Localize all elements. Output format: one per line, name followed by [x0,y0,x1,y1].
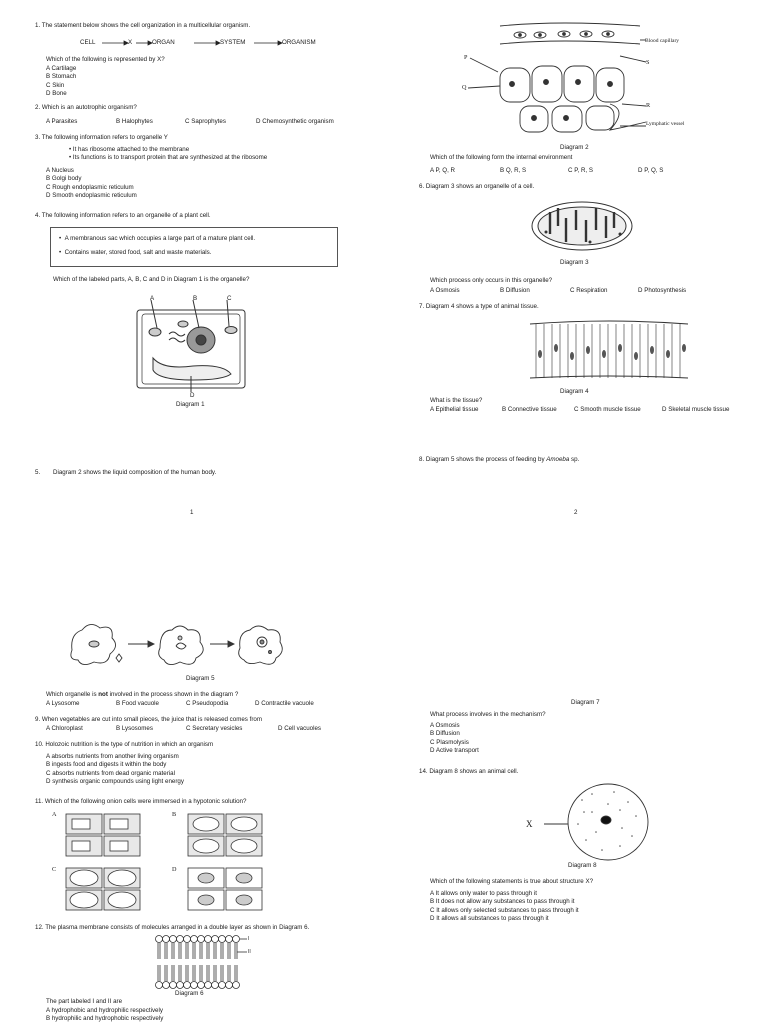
option-b[interactable]: B ingests food and digests it within the body [46,761,167,769]
option-a[interactable]: A Nucleus [46,167,74,174]
option-a[interactable]: A Osmosis [430,722,460,729]
option-b[interactable]: B Halophytes [116,118,153,125]
diagram-3-caption: Diagram 3 [560,259,589,266]
diagram-2-drawing [460,22,740,142]
option-a[interactable]: A hydrophobic and hydrophilic respectively [46,1007,163,1014]
option-b[interactable]: B Diffusion [500,287,530,294]
q7-stem: 7. Diagram 4 shows a type of animal tissue. [419,303,539,310]
option-c[interactable]: C Plasmolysis [430,738,469,746]
q1-options [46,65,76,98]
option-a[interactable]: A P, Q, R [430,167,455,174]
option-label-c: C [52,866,57,873]
label-i: I [248,936,250,942]
q14-stem: 14. Diagram 8 shows an animal cell. [419,768,519,775]
option-b[interactable]: B Stomach [46,73,77,81]
diagram-4-caption: Diagram 4 [560,388,589,395]
diagram-7-caption: Diagram 7 [571,699,600,706]
option-c[interactable]: C Secretary vesicles [186,725,243,732]
phospholipid-bilayer-diagram [155,934,255,990]
label-x: X [526,819,533,829]
option-d[interactable]: D Photosynthesis [638,287,687,294]
option-b[interactable]: B Lysosomes [116,725,153,732]
flow-organ: ORGAN [152,39,175,46]
q7-question: What is the tissue? [430,397,483,404]
option-b[interactable]: B Connective tissue [502,406,557,413]
label-a: A [150,295,155,302]
option-d[interactable]: D It allows all substances to pass through it [430,915,549,923]
option-label-d: D [172,866,177,873]
q13-question: What process involves in the mechanism? [430,711,546,718]
label-q: Q [462,84,467,91]
q12-stem: 12. The plasma membrane consists of molecules arranged in a double layer as shown in Diagram 6. [35,924,310,931]
q2-stem: 2. Which is an autotrophic organism? [35,104,137,111]
label-c: C [227,295,232,302]
option-b[interactable]: B Diffusion [430,730,460,738]
option-c[interactable]: C Respiration [570,287,608,294]
option-a[interactable]: A Lysosome [46,700,80,707]
diagram-6-caption: Diagram 6 [175,990,204,997]
option-a[interactable]: A absorbs nutrients from another living organism [46,753,179,760]
option-c[interactable]: C Smooth muscle tissue [574,406,641,413]
mitochondrion-diagram [530,198,640,254]
q3-stem: 3. The following information refers to organelle Y [35,134,168,141]
q6-question: Which process only occurs in this organelle? [430,277,553,284]
option-d[interactable]: D synthesis organic compounds using light energy [46,778,184,786]
option-a[interactable]: A Chloroplast [46,725,83,732]
option-c[interactable]: C It allows only selected substances to pass through it [430,906,579,914]
diagram-2-caption: Diagram 2 [560,144,589,151]
diagram-1-caption: Diagram 1 [176,401,205,408]
option-c[interactable]: C Pseudopodia [186,700,229,707]
q10-options [46,753,184,786]
q11-stem: 11. Which of the following onion cells were immersed in a hypotonic solution? [35,798,247,805]
label-s: S [646,59,650,66]
q13-options [430,722,479,755]
label-ii: II [248,949,251,955]
option-d[interactable]: D Skeletal muscle tissue [662,406,730,413]
bullet-2: • Its functions is to transport protein that are synthesized at the ribosome [69,154,268,162]
info-line-1: • A membranous sac which occupies a large part of a mature plant cell. [59,235,256,242]
q8-question: Which organelle is not involved in the process shown in the diagram ? [46,691,239,698]
option-a[interactable]: A Cartilage [46,65,77,72]
q1-question: Which of the following is represented by X? [46,56,165,63]
plant-cell-diagram [133,300,253,400]
flow-cell: CELL [80,39,96,46]
option-c[interactable]: C Rough endoplasmic reticulum [46,183,134,191]
q6-stem: 6. Diagram 3 shows an organelle of a cell. [419,183,535,190]
info-line-2: • Contains water, stored food, salt and waste materials. [59,249,212,256]
option-c[interactable]: C P, R, S [568,167,593,174]
page-number-1: 1 [190,509,194,516]
label-p: P [464,54,468,61]
q4-question: Which of the labeled parts, A, B, C and D in Diagram 1 is the organelle? [53,276,250,283]
diagram-5-caption: Diagram 5 [186,675,215,682]
q12-question: The part labeled I and II are [46,998,123,1005]
label-blood-capillary: Blood capillary [645,38,680,44]
option-c[interactable]: C Skin [46,81,65,89]
q9-stem: 9. When vegetables are cut into small pieces, the juice that is released comes from [35,716,262,723]
q5-stem: Diagram 2 shows the liquid composition of the human body. [53,469,217,476]
option-d[interactable]: D Active transport [430,747,479,755]
q3-options [46,167,137,200]
option-label-b: B [172,811,177,818]
option-d[interactable]: D Smooth endoplasmic reticulum [46,192,137,200]
option-a[interactable]: A It allows only water to pass through it [430,890,537,897]
q14-options [430,890,579,923]
onion-cells-diagram [64,812,304,920]
q4-stem: 4. The following information refers to an organelle of a plant cell. [35,212,211,219]
flow-x: X [128,39,133,46]
flow-system: SYSTEM [220,39,246,46]
page-number-2: 2 [574,509,578,516]
option-b[interactable]: B Food vacuole [116,700,159,707]
q10-stem: 10. Holozoic nutrition is the type of nutrition in which an organism [35,741,214,748]
animal-cell-diagram [562,780,662,864]
bullet-1: • It has ribosome attached to the membrane [69,146,190,153]
option-d[interactable]: D Bone [46,90,67,98]
label-r: R [646,102,651,109]
option-label-a: A [52,811,57,818]
option-d[interactable]: D P, Q, S [638,167,664,174]
q12-options [46,1007,163,1024]
option-c[interactable]: C Saprophytes [185,118,226,125]
option-b[interactable]: B Golgi body [46,175,82,183]
option-b[interactable]: B Q, R, S [500,167,527,174]
option-a[interactable]: A Epithelial tissue [430,406,479,413]
flow-organism: ORGANISM [282,39,316,46]
option-d[interactable]: D Contractile vacuole [255,700,314,707]
q1-stem: 1. The statement below shows the cell organization in a multicellular organism. [35,22,251,29]
q8-stem: 8. Diagram 5 shows the process of feeding by Amoeba sp. [419,456,580,463]
label-d: D [190,392,195,399]
q4-info-box [50,227,338,267]
option-d[interactable]: D Chemosynthetic organism [256,118,334,125]
amoeba-feeding-diagram [68,620,308,670]
diagram-8-caption: Diagram 8 [568,862,597,869]
option-b[interactable]: B hydrophilic and hydrophobic respectively [46,1015,164,1023]
option-c[interactable]: C absorbs nutrients from dead organic material [46,769,175,777]
option-b[interactable]: B It does not allow any substances to pass through it [430,898,575,906]
q14-question: Which of the following statements is true about structure X? [430,878,594,885]
option-d[interactable]: D Cell vacuoles [278,725,321,732]
diagram-2-question: Which of the following form the internal environment [430,154,573,161]
option-a[interactable]: A Parasites [46,118,78,125]
q5-number: 5. [35,469,41,476]
option-a[interactable]: A Osmosis [430,287,460,294]
label-lymphatic-vessel: Lymphatic vessel [646,121,685,127]
epithelial-tissue-diagram [530,318,690,382]
label-b: B [193,295,198,302]
q3-bullets [69,146,267,163]
